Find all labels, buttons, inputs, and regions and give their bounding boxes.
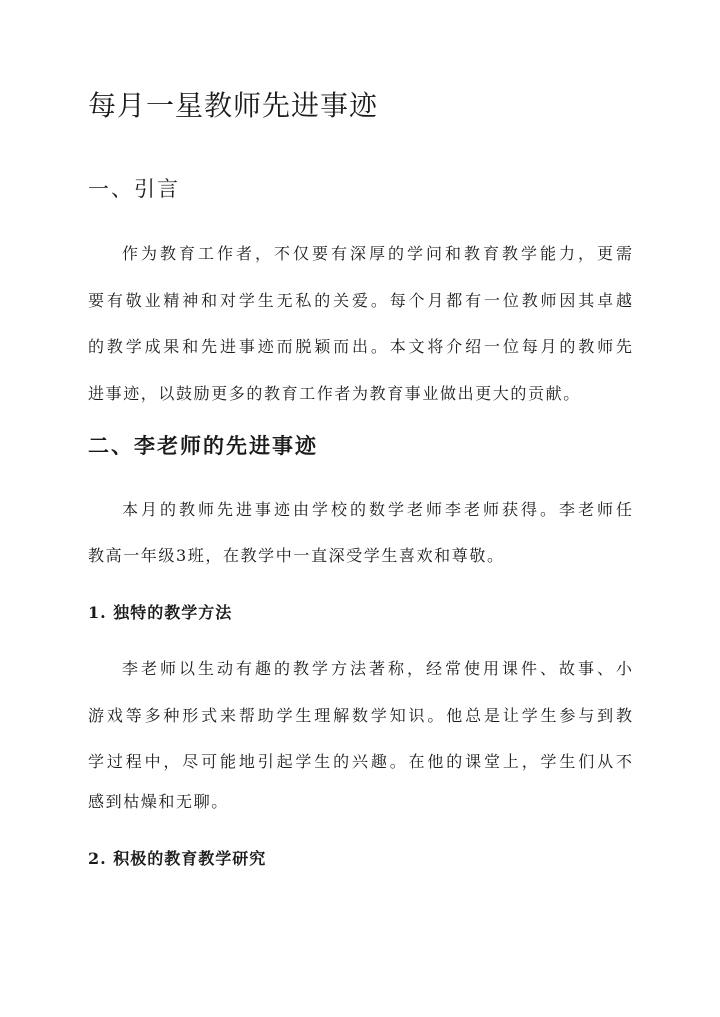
paragraph-line: 要有敬业精神和对学生无私的关爱。每个月都有一位教师因其卓越: [88, 291, 632, 310]
paragraph-line: 游戏等多种形式来帮助学生理解数学知识。他总是让学生参与到教: [88, 706, 632, 725]
paragraph-line: 的教学成果和先进事迹而脱颖而出。本文将介绍一位每月的教师先: [88, 337, 632, 356]
paragraph-line: 进事迹，以鼓励更多的教育工作者为教育事业做出更大的贡献。: [88, 384, 581, 403]
subsection-heading-research: 2. 积极的教育教学研究: [88, 849, 267, 868]
paragraph-line: 李老师以生动有趣的教学方法著称，经常使用课件、故事、小: [122, 659, 632, 678]
section-heading-teacher-li: 二、李老师的先进事迹: [88, 433, 318, 458]
paragraph-line: 学过程中，尽可能地引起学生的兴趣。在他的课堂上，学生们从不: [88, 752, 632, 771]
paragraph-line: 本月的教师先进事迹由学校的数学老师李老师获得。李老师任: [122, 500, 632, 519]
paragraph-line: 作为教育工作者，不仅要有深厚的学问和教育教学能力，更需: [122, 244, 632, 263]
section-heading-introduction: 一、引言: [88, 177, 180, 201]
subsection-heading-teaching-method: 1. 独特的教学方法: [88, 603, 233, 622]
page-title: 每月一星教师先进事迹: [88, 89, 379, 122]
paragraph-line: 教高一年级3班，在教学中一直深受学生喜欢和尊敬。: [88, 546, 505, 565]
paragraph-line: 感到枯燥和无聊。: [88, 792, 229, 811]
